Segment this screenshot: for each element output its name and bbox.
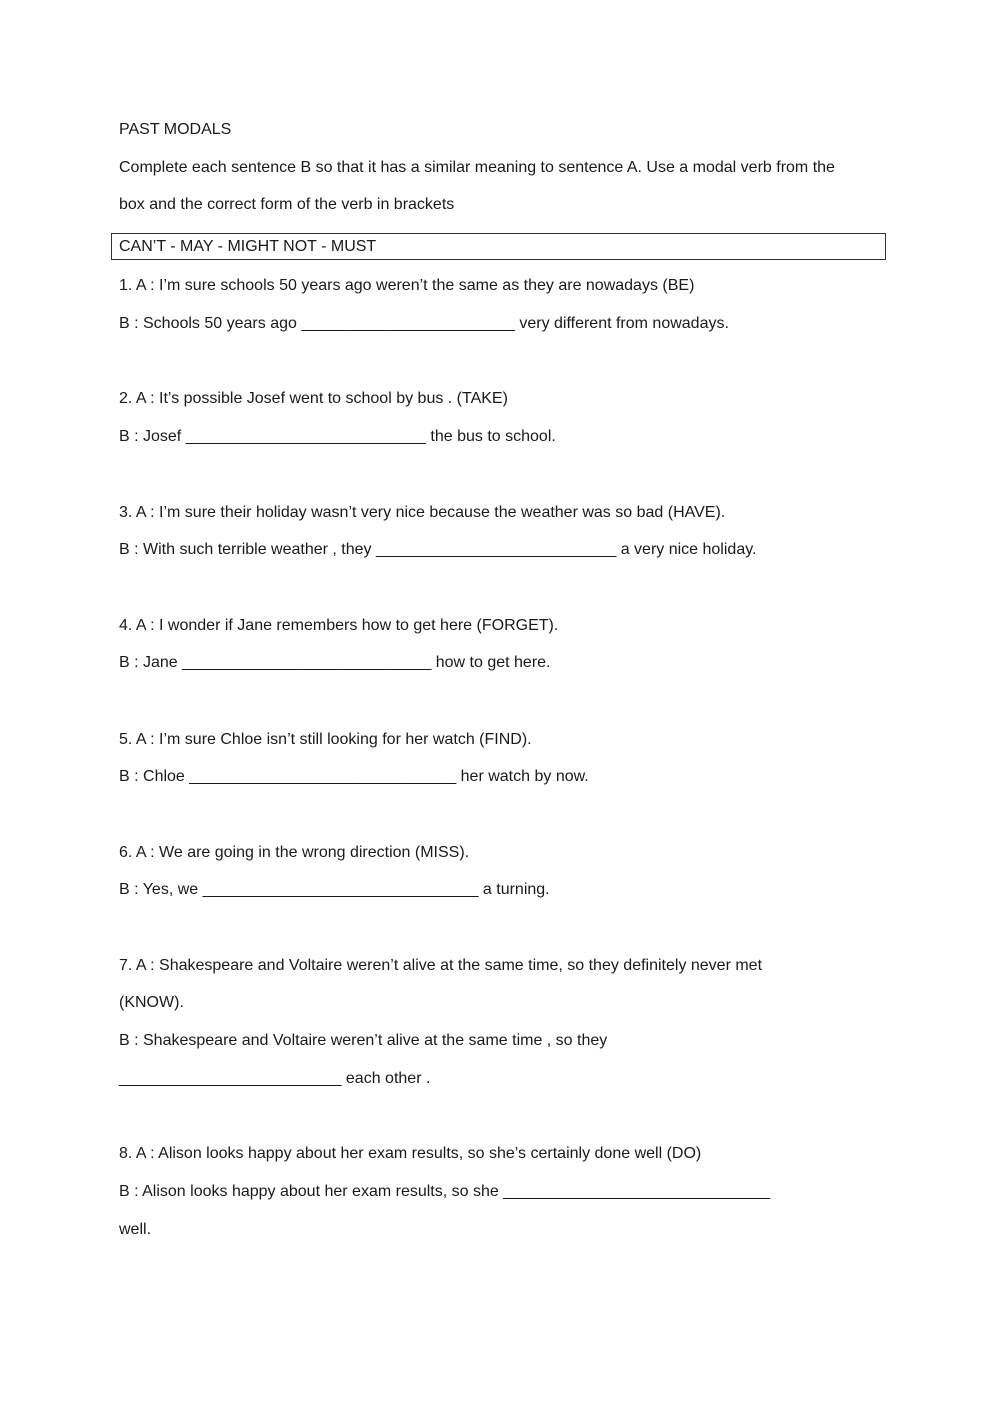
item-7-sentence-b: B : Shakespeare and Voltaire weren’t alive at the same time , so they bbox=[119, 1032, 608, 1049]
item-2-sentence-a: 2. A : It’s possible Josef went to school by bus . (TAKE) bbox=[119, 390, 508, 407]
item-1-sentence-b: B : Schools 50 years ago ________________________ very different from nowadays. bbox=[119, 315, 729, 332]
item-3-sentence-a: 3. A : I’m sure their holiday wasn’t very nice because the weather was so bad (HAVE). bbox=[119, 504, 726, 521]
item-4-sentence-b: B : Jane ____________________________ how to get here. bbox=[119, 654, 551, 671]
modal-verb-list: CAN’T - MAY - MIGHT NOT - MUST bbox=[119, 238, 377, 255]
item-1-sentence-a: 1. A : I’m sure schools 50 years ago weren’t the same as they are nowadays (BE) bbox=[119, 277, 695, 294]
item-7-sentence-a: 7. A : Shakespeare and Voltaire weren’t alive at the same time, so they definitely never met bbox=[119, 957, 763, 974]
item-8-sentence-b-continued: well. bbox=[119, 1221, 152, 1238]
item-3-sentence-b: B : With such terrible weather , they ___________________________ a very nice holiday. bbox=[119, 541, 757, 558]
item-8-sentence-a: 8. A : Alison looks happy about her exam results, so she’s certainly done well (DO) bbox=[119, 1145, 702, 1162]
item-5-sentence-a: 5. A : I’m sure Chloe isn’t still looking for her watch (FIND). bbox=[119, 731, 532, 748]
item-2-sentence-b: B : Josef ___________________________ the bus to school. bbox=[119, 428, 556, 445]
instructions-line-1: Complete each sentence B so that it has a similar meaning to sentence A. Use a modal verb from the bbox=[119, 159, 835, 176]
item-7-sentence-a-continued: (KNOW). bbox=[119, 994, 184, 1011]
item-4-sentence-a: 4. A : I wonder if Jane remembers how to get here (FORGET). bbox=[119, 617, 559, 634]
item-8-sentence-b: B : Alison looks happy about her exam results, so she ______________________________ bbox=[119, 1183, 771, 1200]
modal-verb-box bbox=[111, 233, 886, 260]
item-6-sentence-b: B : Yes, we _______________________________ a turning. bbox=[119, 881, 550, 898]
page-title: PAST MODALS bbox=[119, 121, 232, 138]
instructions-line-2: box and the correct form of the verb in brackets bbox=[119, 196, 455, 213]
item-7-sentence-b-continued: _________________________ each other . bbox=[119, 1070, 431, 1087]
item-5-sentence-b: B : Chloe ______________________________ her watch by now. bbox=[119, 768, 589, 785]
item-6-sentence-a: 6. A : We are going in the wrong direction (MISS). bbox=[119, 844, 470, 861]
